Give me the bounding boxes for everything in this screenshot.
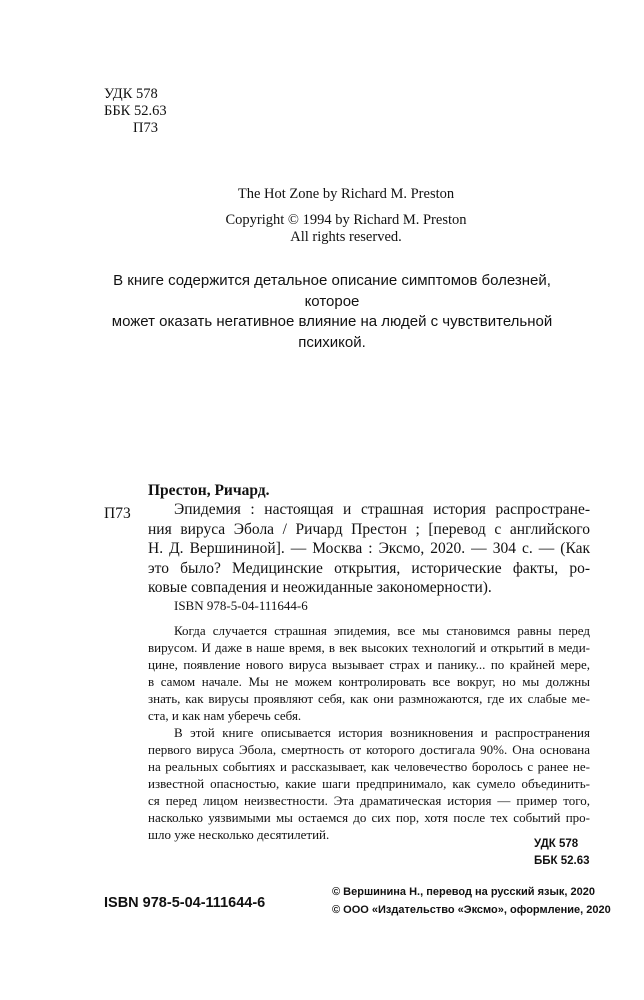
udk-code: УДК 578	[104, 86, 158, 102]
publisher-copyright: © ООО «Издательство «Эксмо», оформление, 2020	[332, 903, 611, 916]
bib-author-sign: П73	[104, 505, 131, 522]
copyright-line: Copyright © 1994 by Richard M. Preston	[225, 212, 467, 228]
original-title: The Hot Zone by Richard M. Preston	[237, 186, 455, 202]
translation-copyright: © Вершинина Н., перевод на русский язык, 2020	[332, 886, 595, 898]
bib-line: ковые совпадения и неожиданные закономерности).	[148, 579, 492, 596]
author-sign: П73	[133, 120, 158, 136]
abstract	[148, 622, 590, 843]
abstract-line: на реальных событиях и рассказывает, как человечество боролось с ранее не-	[148, 759, 590, 774]
footer-isbn: ISBN 978-5-04-111644-6	[104, 895, 266, 911]
abstract-line: знать, как вирусы проявляют себя, как они размножаются, где их слабые ме-	[148, 691, 590, 706]
bib-line: Н. Д. Вершининой]. — Москва : Эксмо, 2020. — 304 с. — (Как	[148, 540, 590, 557]
abstract-line: шло уже несколько десятилетий.	[148, 827, 330, 842]
bbk-code: ББК 52.63	[534, 855, 590, 867]
abstract-line: В этой книге описывается история возникновения и распространения	[174, 725, 590, 740]
warning-line: В книге содержится детальное описание симптомов болезней, которое	[113, 272, 551, 310]
abstract-line: вирусом. И даже в наше время, в век высоких технологий и открытий в меди-	[148, 640, 590, 655]
bibliographic-description	[148, 500, 590, 598]
bib-author: Престон, Ричард.	[148, 482, 270, 499]
bib-line: это было? Медицинские открытия, исторические факты, ро-	[148, 559, 590, 577]
abstract-line: ста, и как нам уберечь себя.	[148, 708, 302, 723]
abstract-line: Когда случается страшная эпидемия, все мы становимся равны перед	[174, 623, 590, 638]
classification-right	[534, 836, 590, 870]
bib-line: ния вируса Эбола / Ричард Престон ; [перевод с английского	[148, 520, 590, 538]
bib-line: Эпидемия : настоящая и страшная история распростране-	[174, 501, 590, 518]
classification-block	[104, 86, 167, 137]
warning-line: может оказать негативное влияние на людей с чувствительной психикой.	[111, 313, 553, 351]
content-warning	[104, 271, 560, 353]
abstract-line: цине, появление нового вируса вызывает страх и панику... по крайней мере,	[148, 657, 590, 672]
abstract-line: первого вируса Эбола, смертность от которого достигала 90%. Она основана	[148, 742, 590, 757]
bbk-code: ББК 52.63	[104, 103, 167, 119]
udk-code: УДК 578	[534, 838, 579, 850]
footer-copyrights	[332, 884, 611, 919]
abstract-line: известной опасностью, какие шаги предпринимало, как сумело объединить-	[148, 776, 590, 791]
bib-isbn: ISBN 978-5-04-111644-6	[174, 598, 308, 613]
abstract-line: насколько уязвимыми мы остаемся до сих пор, хотя после тех событий про-	[148, 810, 590, 825]
original-copyright	[24, 212, 644, 246]
abstract-line: ся перед лицом неизвестности. Эта драматическая история — пример того,	[148, 793, 590, 808]
abstract-line: в самом начале. Мы не можем контролировать все вокруг, но мы должны	[148, 674, 590, 689]
rights-line: All rights reserved.	[290, 229, 402, 245]
